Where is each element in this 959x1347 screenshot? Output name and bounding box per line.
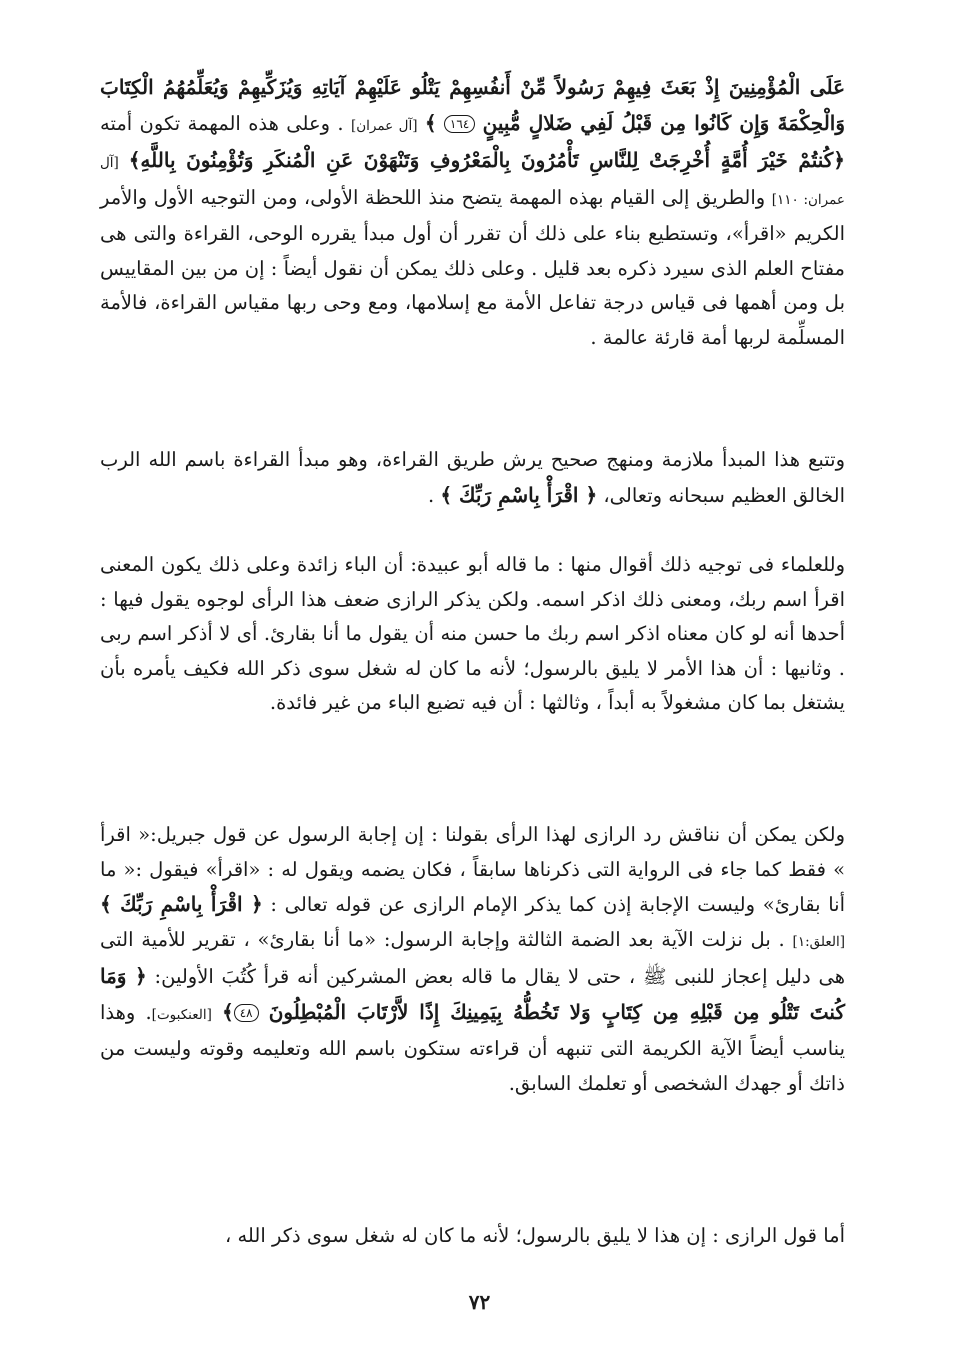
surah-citation: [آل عمران: ١١٠]: [100, 155, 845, 208]
page-number: ٧٢: [468, 1290, 491, 1314]
paragraph-4: [100, 818, 845, 1101]
ayah-number-marker: ١٦٤: [444, 115, 475, 133]
quran-verse: ﴿ وَمَا كُنتَ تَتْلُو مِن قَبْلِهِ مِن كِتَابٍ وَلا تَخُطُّهُ بِيَمِينِكَ إِذًا لاَّرْتَابَ الْمُبْطِلُونَ: [100, 964, 845, 1024]
body-text: . وعلى هذه المهمة تكون أمته: [100, 111, 351, 135]
ayah-number-marker: ٤٨: [234, 1004, 259, 1022]
surah-citation: [العلق:١]: [792, 933, 845, 950]
body-text: ولكن يمكن أن نناقش رد الرازى لهذا الرأى بقولنا : إن إجابة الرسول عن قول جبريل:« اقرأ » فقط كما جاء فى الرواية التى ذكرناها سابقاً ، فكان يضمه ويقول له : «اقرأ» فيقول :« ما أنا بقارئ» وليست الإجابة إذن كما يذكر الإمام الرازى عن قوله تعالى :: [100, 823, 846, 916]
body-text: أما قول الرازى : إن هذا لا يليق بالرسول؛ لأنه ما كان له شغل سوى ذكر الله ،: [224, 1224, 845, 1247]
body-text: . وهذا يناسب أيضاً الآية الكريمة التى تنبهه أن قراءته ستكون باسم الله وتعليمه وقوته وليست من ذاتك أو جهدك الشخصى أو تعلمك السابق.: [100, 1000, 845, 1095]
paragraph-5: [100, 1219, 845, 1254]
paragraph-2: [100, 443, 845, 513]
surah-citation: [آل عمران]: [350, 117, 418, 134]
body-text: .: [427, 483, 441, 507]
quran-bracket: ﴾: [221, 999, 234, 1024]
body-text: والطريق إلى القيام بهذه المهمة يتضح منذ اللحظة الأولى، ومن التوجيه الأول والأمر الكريم «اقرأ»، وتستطيع بناء على ذلك أن تقرر أن أول مبدأ يقرره الوحى، القراءة والتى هى مفتاح العلم الذى سيرد ذكره بعد قليل . وعلى ذلك يمكن أن نقول أيضاً : إن من بين المقاييس بل ومن أهمها فى قياس درجة تفاعل الأمة مع إسلامها، ومع وحى ربها مقياس القراءة، فالأمة المسلِّمة لربها أمة قارئة عالمة .: [100, 185, 845, 349]
paragraph-1: [100, 70, 845, 355]
quran-verse: ﴿ اقْرَأْ بِاسْمِ رَبِّكَ ﴾: [440, 482, 598, 507]
paragraph-3: [100, 548, 845, 721]
body-text: وللعلماء فى توجيه ذلك أقوال منها : ما قاله أبو عبيدة: أن الباء زائدة وعلى ذلك يكون المعنى اقرأ اسم ربك، ومعنى ذلك اذكر اسمه. ولكن يذكر الرازى ضعف هذا الرأى لوجوه يقول فيها : أحدها أنه لو كان معناه اذكر اسم ربك ما حسن منه أن يقول ما أنا بقارئ. أى لا أذكر اسم ربى . وثانيها : أن هذا الأمر لا يليق بالرسول؛ لأنه ما كان له شغل سوى ذكر الله فكيف يأمره بأن يشتغل بما كان مشغولاً به أبداً ، وثالثها : أن فيه تضيع الباء من غير فائدة.: [100, 553, 845, 714]
quran-verse: ﴿ اقْرَأْ بِاسْمِ رَبِّكَ ﴾: [100, 892, 263, 916]
quran-bracket: ﴾: [424, 110, 437, 135]
body-text: . بل نزلت الآية بعد الضمة الثالثة وإجابة الرسول: «ما أنا بقارئ» ، تقرير للأمية التى هى دليل إعجاز للنبى ﷺ ، حتى لا يقال ما قاله بعض المشركين أنه قرأ كُتُبَ الأولين:: [100, 927, 845, 988]
quran-verse: ﴿كُنتُمْ خَيْرَ أُمَّةٍ أُخْرِجَتْ لِلنَّاسِ تَأْمُرُونَ بِالْمَعْرُوفِ وَتَنْهَوْنَ عَنِ الْمُنكَرِ وَتُؤْمِنُونَ بِاللَّهِ﴾: [128, 148, 846, 172]
body-text: وتتبع هذا المبدأ ملازمة ومنهج صحيح يرش طريق القراءة، وهو مبدأ القراءة باسم الله الرب الخالق العظيم سبحانه وتعالى،: [100, 448, 845, 507]
quran-verse: عَلَى الْمُؤْمِنِينَ إِذْ بَعَثَ فِيهِمْ رَسُولاً مِّنْ أَنفُسِهِمْ يَتْلُو عَلَيْهِمْ آيَاتِهِ وَيُزَكِّيهِمْ وَيُعَلِّمُهُمُ الْكِتَابَ وَالْحِكْمَةَ وَإِن كَانُوا مِن قَبْلُ لَفِي ضَلالٍ مُّبِينٍ: [100, 75, 846, 135]
surah-citation: [العنكبوت]: [151, 1006, 212, 1023]
